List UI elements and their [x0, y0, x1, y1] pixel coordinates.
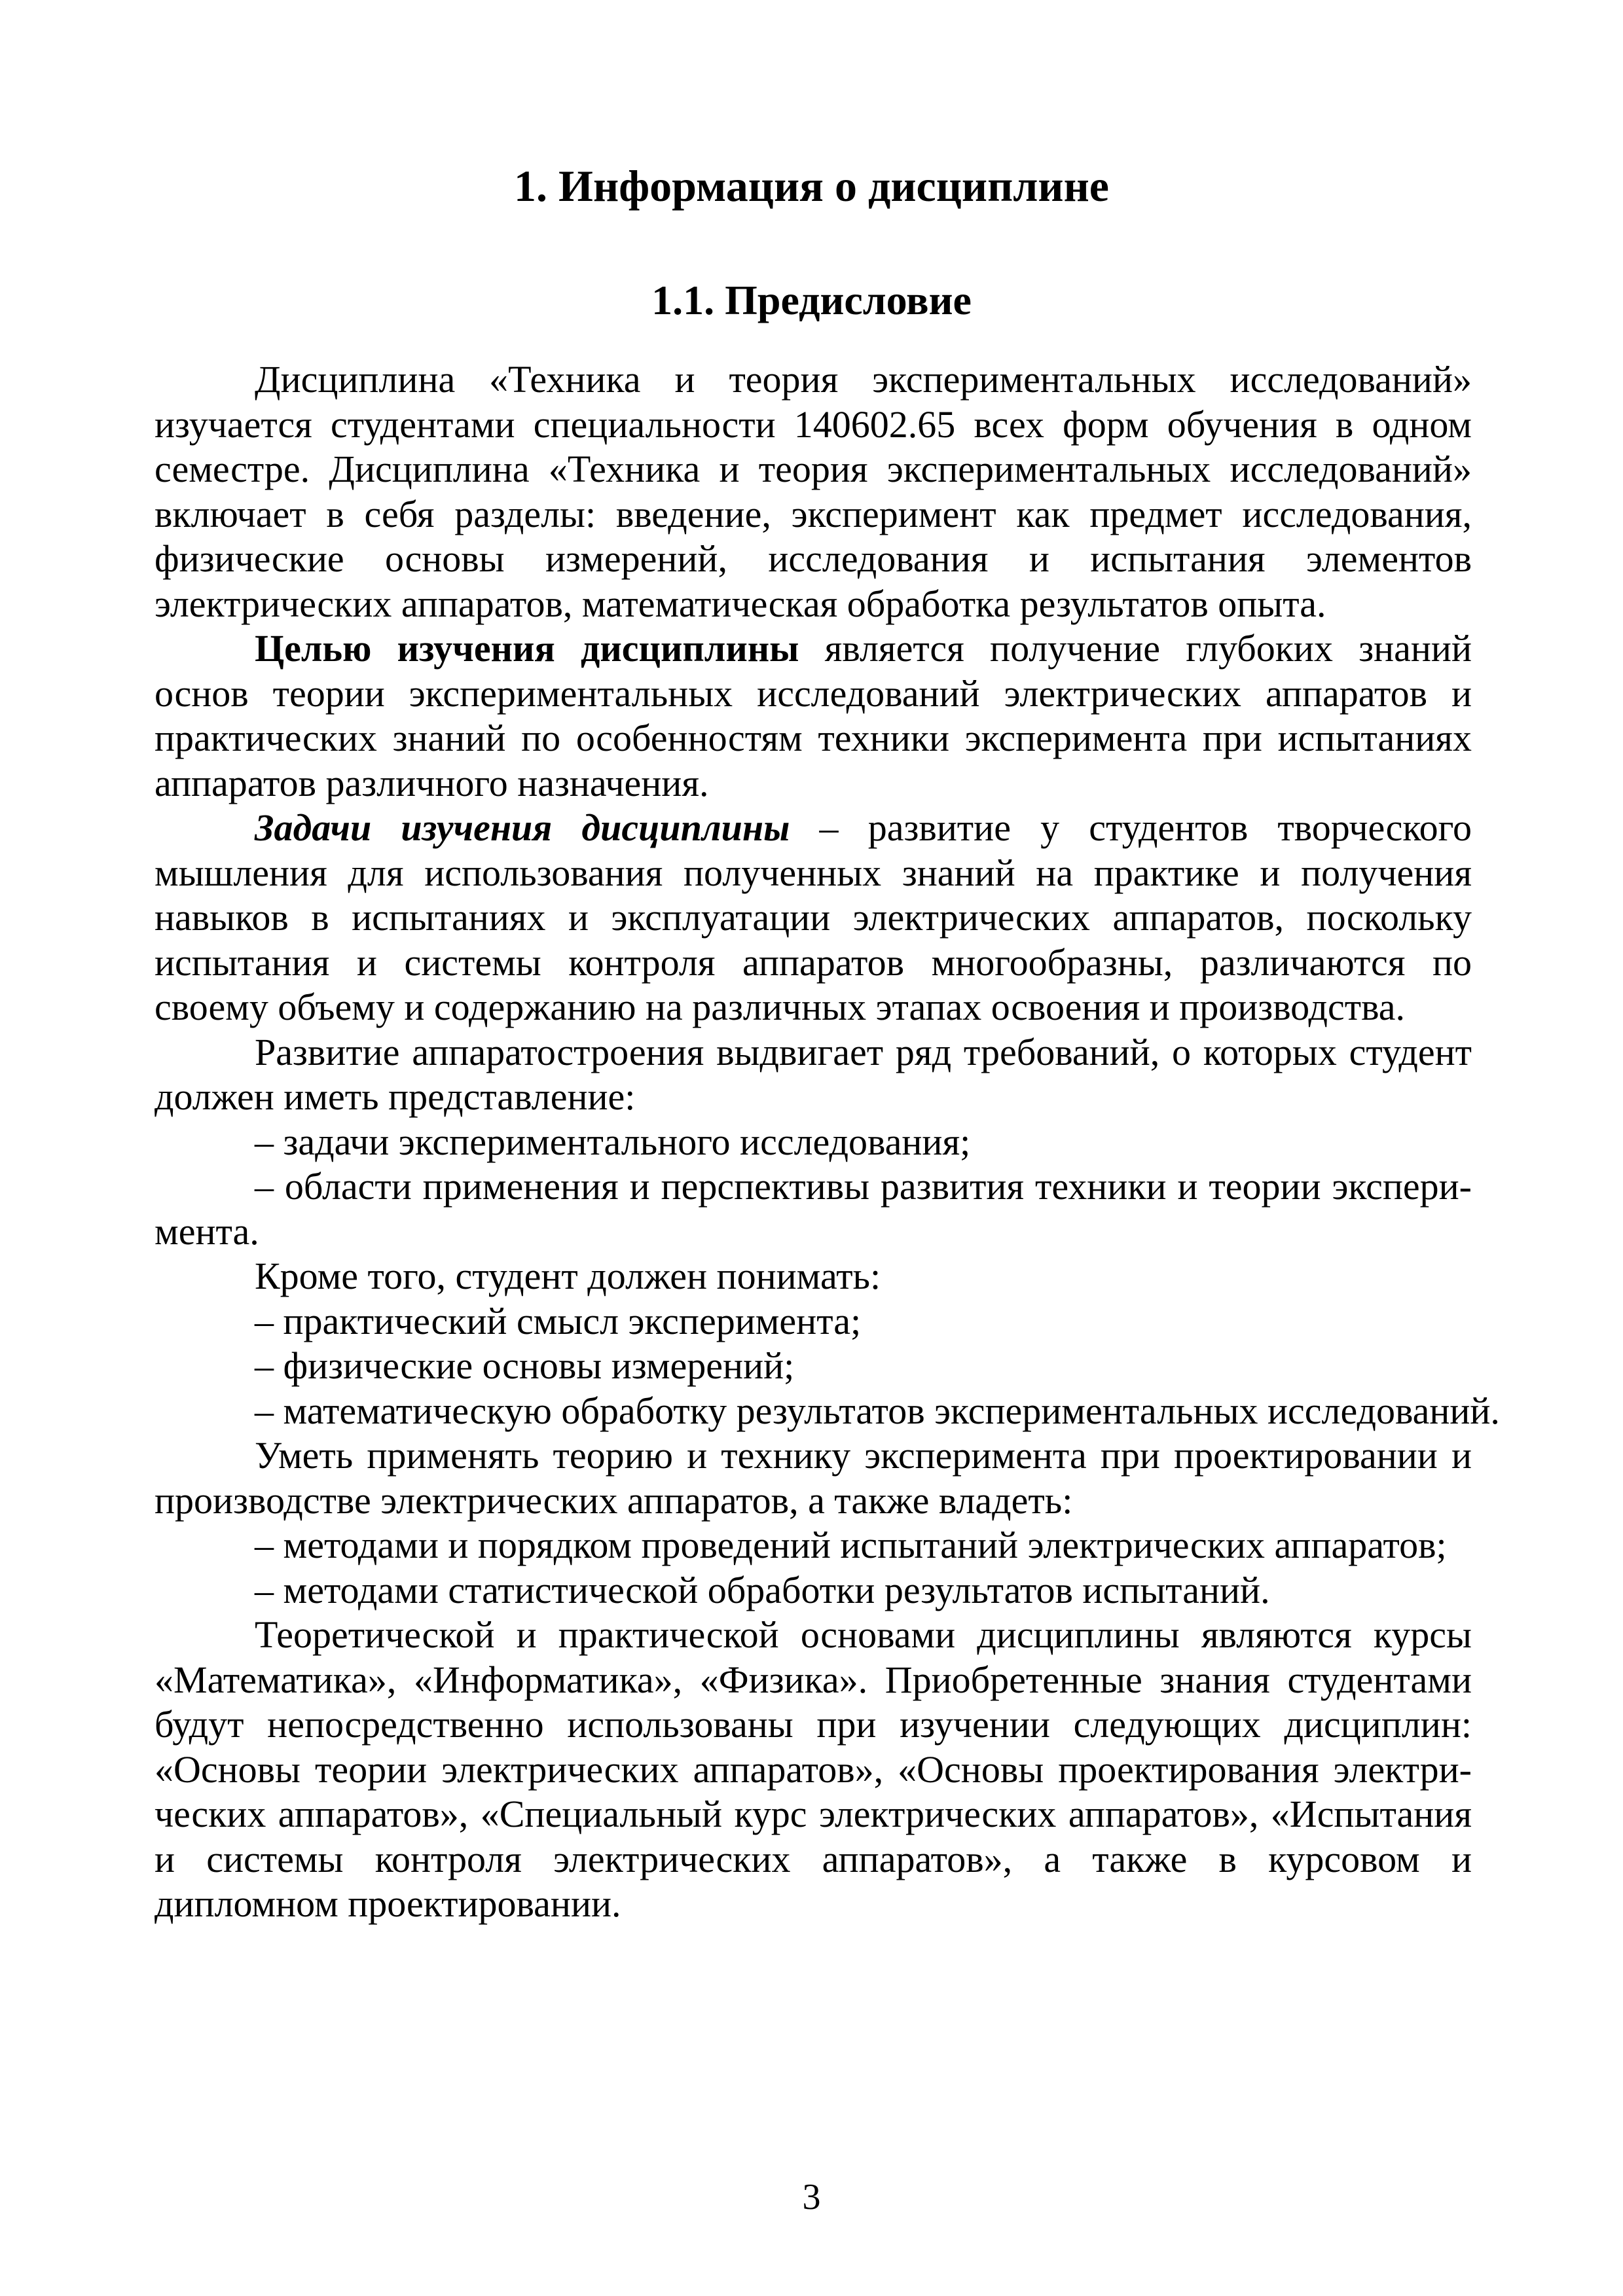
text-line [155, 1568, 1472, 1613]
text-line [155, 1479, 1472, 1524]
line-text: является получение глубоких знаний [824, 627, 1472, 670]
line-text: – практический смысл эксперимента; [255, 1299, 862, 1342]
paragraph [155, 626, 1472, 806]
line-text: испытания и системы контроля аппаратов многообразны, различаются по [155, 941, 1472, 984]
line-text: семестре. Дисциплина «Техника и теория экспериментальных исследований» [155, 448, 1472, 490]
text-line [155, 492, 1472, 537]
line-text: аппаратов различного назначения. [155, 761, 709, 804]
text-line [155, 1030, 1472, 1075]
text-line [155, 1837, 1472, 1882]
text-line [155, 1344, 1472, 1389]
text-line [155, 1389, 1500, 1434]
text-line [155, 1882, 1472, 1927]
line-text: Дисциплина «Техника и теория экспериментальных исследований» [255, 358, 1472, 401]
line-text: «Основы теории электрических аппаратов», «Основы проектирования электри- [155, 1748, 1472, 1791]
section-title: 1.1. Предисловие [651, 277, 972, 323]
emphasized-lead: Целью изучения дисциплины [255, 627, 799, 670]
line-text: – математическую обработку результатов экспериментальных исследований. [255, 1389, 1500, 1432]
line-text: своему объему и содержанию на различных этапах освоения и производства. [155, 986, 1405, 1028]
line-text: будут непосредственно использованы при изучении следующих дисциплин: [155, 1703, 1472, 1746]
line-text: включает в себя разделы: введение, эксперимент как предмет исследования, [155, 492, 1472, 535]
text-line [155, 626, 1472, 672]
text-line [155, 1792, 1472, 1837]
text-line [155, 985, 1472, 1030]
text-line [155, 447, 1472, 492]
paragraph [155, 357, 1472, 626]
line-text: – методами статистической обработки результатов испытаний. [255, 1568, 1270, 1611]
text-line [155, 403, 1472, 448]
line-text: – методами и порядком проведений испытаний электрических аппаратов; [255, 1524, 1447, 1566]
line-text: физические основы измерений, исследования и испытания элементов [155, 537, 1472, 580]
text-line [155, 1658, 1472, 1703]
line-text: и системы контроля электрических аппаратов», а также в курсовом и [155, 1837, 1472, 1880]
paragraph [155, 1120, 1472, 1165]
line-text: изучается студентами специальности 140602.65 всех форм обучения в одном [155, 403, 1472, 446]
line-text: производстве электрических аппаратов, а также владеть: [155, 1479, 1073, 1522]
text-line [155, 1075, 1472, 1120]
text-line [155, 941, 1472, 986]
text-line [155, 1433, 1472, 1479]
paragraph [155, 806, 1472, 1030]
line-text: практических знаний по особенностям техники эксперимента при испытаниях [155, 717, 1472, 759]
text-line [155, 1254, 1472, 1299]
text-line [155, 1748, 1472, 1793]
text-line [155, 895, 1472, 941]
text-line [155, 1299, 1472, 1344]
text-line [155, 716, 1472, 761]
text-line [155, 1702, 1472, 1748]
text-line [155, 1120, 1472, 1165]
text-line [155, 761, 1472, 806]
line-text: «Математика», «Информатика», «Физика». Приобретенные знания студентами [155, 1658, 1472, 1701]
line-text: ческих аппаратов», «Специальный курс электрических аппаратов», «Испытания [155, 1793, 1472, 1835]
paragraph [155, 1164, 1472, 1254]
paragraph [155, 1030, 1472, 1120]
line-text: мента. [155, 1210, 259, 1253]
paragraph [155, 1613, 1472, 1927]
line-text: основ теории экспериментальных исследований электрических аппаратов и [155, 672, 1472, 715]
line-text: Кроме того, студент должен понимать: [255, 1255, 881, 1297]
text-line [155, 1613, 1472, 1658]
text-line [155, 537, 1472, 582]
paragraph [155, 1433, 1472, 1613]
line-text: мышления для использования полученных знаний на практике и получения [155, 851, 1472, 894]
line-text: Уметь применять теорию и технику эксперимента при проектировании и [255, 1434, 1472, 1477]
line-text: должен иметь представление: [155, 1075, 636, 1118]
text-line [155, 357, 1472, 403]
page-number: 3 [802, 2177, 821, 2217]
paragraph [155, 1254, 1500, 1433]
line-text: – физические основы измерений; [255, 1344, 795, 1387]
emphasized-lead: Задачи изучения дисциплины [255, 806, 790, 849]
line-text: Развитие аппаратостроения выдвигает ряд требований, о которых студент [255, 1030, 1472, 1073]
line-text: – задачи экспериментального исследования; [255, 1120, 971, 1163]
line-text: навыков в испытаниях и эксплуатации электрических аппаратов, поскольку [155, 896, 1472, 939]
body-text [155, 357, 1500, 1927]
line-text: электрических аппаратов, математическая обработка результатов опыта. [155, 582, 1326, 625]
text-line [155, 851, 1472, 896]
text-line [155, 1164, 1472, 1210]
line-text: Теоретической и практической основами дисциплины являются курсы [255, 1613, 1472, 1656]
text-line [155, 582, 1472, 627]
line-text: – развитие у студентов творческого [819, 806, 1472, 849]
line-text: дипломном проектировании. [155, 1882, 621, 1925]
text-line [155, 672, 1472, 717]
text-line [155, 806, 1472, 851]
chapter-title: 1. Информация о дисциплине [514, 161, 1109, 211]
line-text: – области применения и перспективы развития техники и теории экспери- [255, 1165, 1472, 1208]
text-line [155, 1210, 1472, 1255]
text-line [155, 1523, 1472, 1568]
